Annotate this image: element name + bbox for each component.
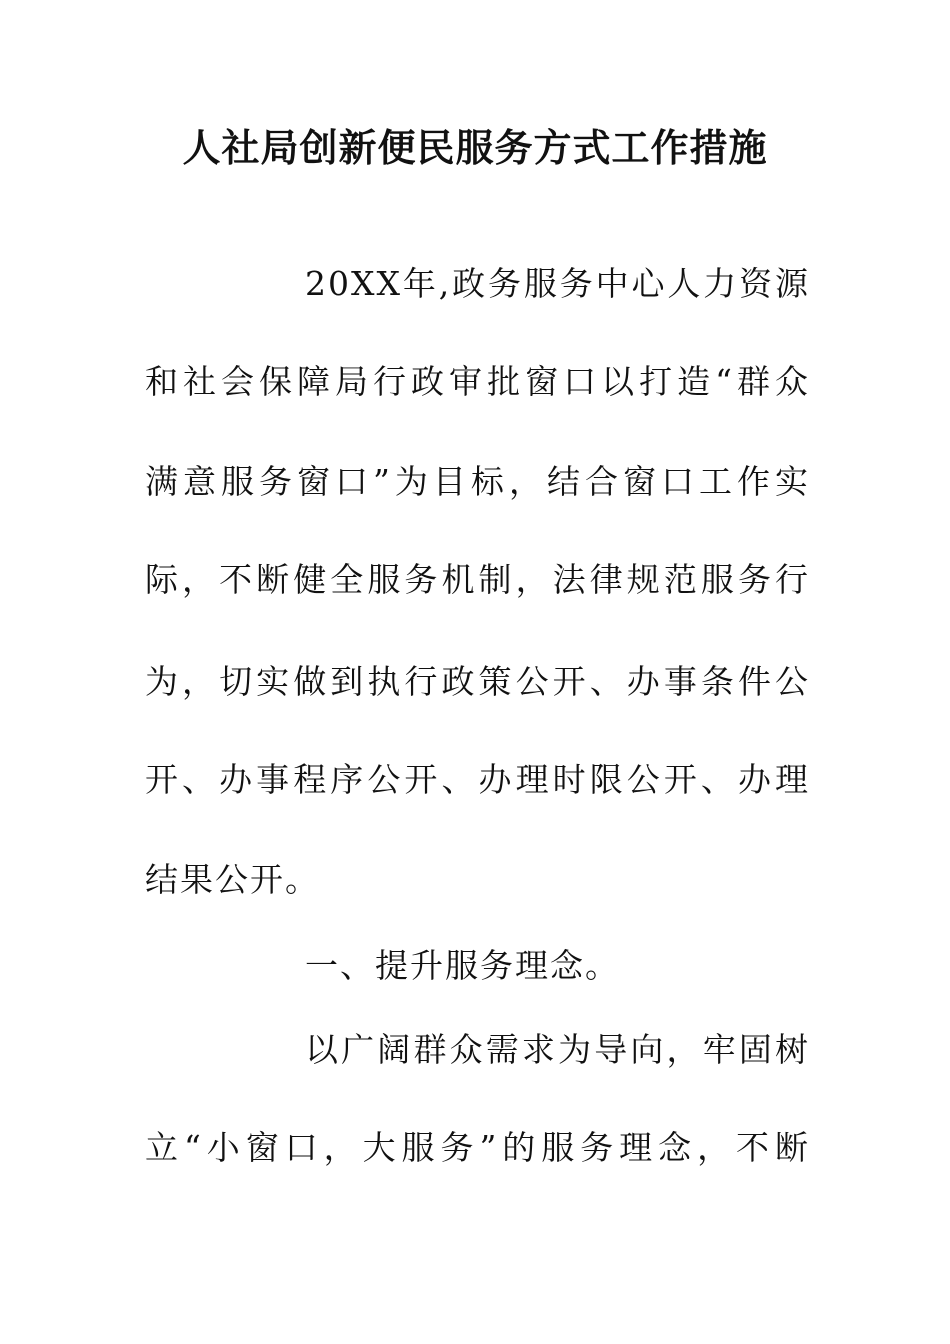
paragraph-line: 结果公开。 bbox=[145, 860, 320, 899]
document-title: 人社局创新便民服务方式工作措施 bbox=[182, 126, 768, 170]
paragraph-line: 立“小窗口，大服务”的服务理念，不断 bbox=[145, 1128, 810, 1167]
paragraph-line: 际，不断健全服务机制，法律规范服务行 bbox=[145, 560, 810, 599]
paragraph-line: 开、办事程序公开、办理时限公开、办理 bbox=[145, 760, 810, 799]
section-heading: 一、提升服务理念。 bbox=[305, 946, 620, 985]
paragraph-line: 满意服务窗口”为目标，结合窗口工作实 bbox=[145, 462, 810, 501]
paragraph-line: 和社会保障局行政审批窗口以打造“群众 bbox=[145, 362, 810, 401]
paragraph-line: 20XX年,政务服务中心人力资源 bbox=[305, 264, 810, 303]
paragraph-line: 以广阔群众需求为导向，牢固树 bbox=[305, 1030, 810, 1069]
paragraph-line: 为，切实做到执行政策公开、办事条件公 bbox=[145, 662, 810, 701]
